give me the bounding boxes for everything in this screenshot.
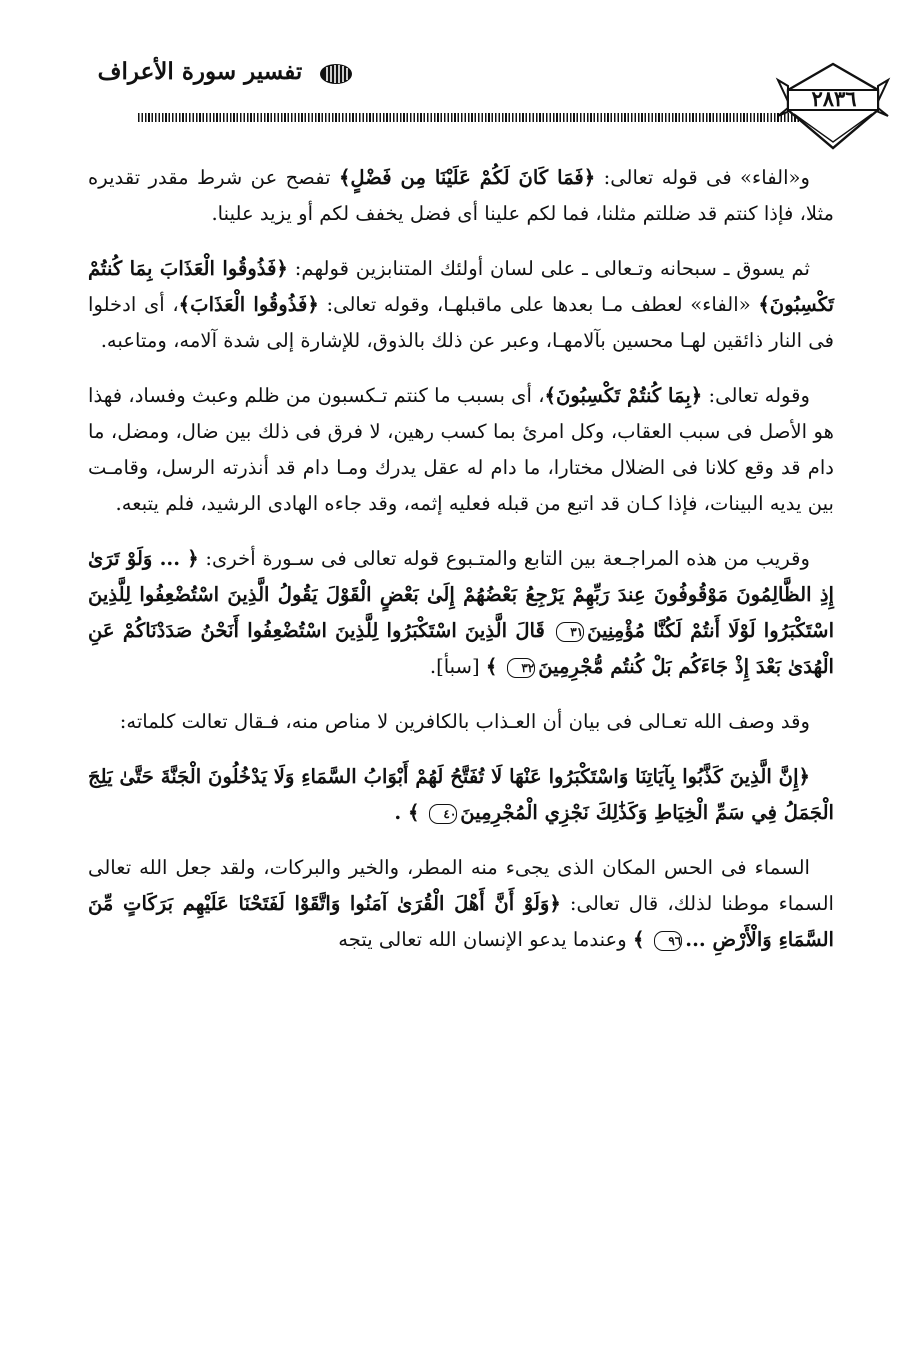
quran-quote: ﴿فَذُوقُوا الْعَذَابَ بِمَا كُنتُمْ تَكْسِبُونَ﴾ bbox=[88, 257, 834, 316]
quran-quote: ﴿فَمَا كَانَ لَكُمْ عَلَيْنَا مِن فَضْلٍ﴾ bbox=[338, 166, 596, 189]
main-text bbox=[88, 160, 834, 977]
quran-quote: ﴿فَذُوقُوا الْعَذَابَ﴾ bbox=[178, 293, 319, 316]
verse-number: ٩٦ bbox=[654, 931, 682, 951]
page-number: ٢٨٣٦ bbox=[811, 86, 857, 111]
page-header bbox=[0, 0, 924, 160]
ornament-icon bbox=[318, 62, 354, 86]
paragraph-1: و«الفاء» فى قوله تعالى: ﴿فَمَا كَانَ لَكُمْ عَلَيْنَا مِن فَضْلٍ﴾ تفصح عن شرط مقدر تقديره مثلا، فإذا كنتم قد ضللتم مثلنا، فما لكم علينا أى فضل يخفف لكم أو يزيد علينا. bbox=[88, 166, 834, 225]
paragraph-4: وقريب من هذه المراجـعة بين التابع والمتـبوع قوله تعالى فى سـورة أخرى: ﴿ ... وَلَوْ تَرَىٰ إِذِ الظَّالِمُونَ مَوْقُوفُونَ عِندَ رَبِّهِمْ يَرْجِعُ بَعْضُهُمْ إِلَىٰ بَعْضٍ الْقَوْلَ يَقُولُ الَّذِينَ اسْتُضْعِفُوا لِلَّذِينَ اسْتَكْبَرُوا لَوْلَا أَنتُمْ لَكُنَّا مُؤْمِنِينَ٣١ قَالَ الَّذِينَ اسْتَكْبَرُوا لِلَّذِينَ اسْتُضْعِفُوا أَنَحْنُ صَدَدْنَاكُمْ عَنِ الْهُدَىٰ بَعْدَ إِذْ جَاءَكُم بَلْ كُنتُم مُّجْرِمِينَ٣٢ ﴾ [سبأ]. bbox=[88, 547, 835, 678]
quran-quote: ﴿إِنَّ الَّذِينَ كَذَّبُوا بِآيَاتِنَا وَاسْتَكْبَرُوا عَنْهَا لَا تُفَتَّحُ لَهُمْ أَبْوَابُ السَّمَاءِ وَلَا يَدْخُلُونَ الْجَنَّةَ حَتَّىٰ يَلِجَ الْجَمَلُ فِي سَمِّ الْخِيَاطِ وَكَذَٰلِكَ نَجْزِي الْمُجْرِمِينَ bbox=[88, 765, 834, 824]
verse-number: ٤٠ bbox=[429, 804, 457, 824]
paragraph-3: وقوله تعالى: ﴿بِمَا كُنتُمْ تَكْسِبُونَ﴾، أى بسبب ما كنتم تـكسبون من ظلم وعبث وفساد، فهذا هو الأصل فى سبب العقاب، وكل امرئ بما كسب رهين، لا فرق فى ذلك بين ضال، ومضل، ما دام قد وقع كلانا فى الضلال مختارا، ما دام له عقل يدرك ومـا دام قد أنذرته الرسل، وقامـت بين يديه البينات، فإذا كـان قد اتبع من قبله فعليه إثمه، وقد جاءه الهادى الرشيد، فلم يتبعه. bbox=[88, 384, 834, 515]
running-title: تفسير سورة الأعراف bbox=[97, 58, 303, 85]
quran-quote: قَالَ الَّذِينَ اسْتَكْبَرُوا لِلَّذِينَ اسْتُضْعِفُوا أَنَحْنُ صَدَدْنَاكُمْ عَنِ الْهُدَىٰ بَعْدَ إِذْ جَاءَكُم بَلْ كُنتُم مُّجْرِمِينَ bbox=[88, 619, 834, 678]
paragraph-5: وقد وصف الله تعـالى فى بيان أن العـذاب بالكافرين لا مناص منه، فـقال تعالت كلماته: bbox=[119, 710, 810, 733]
paragraph-2: ثم يسوق ـ سبحانه وتـعالى ـ على لسان أولئك المتنابزين قولهم: ﴿فَذُوقُوا الْعَذَابَ بِمَا كُنتُمْ تَكْسِبُونَ﴾ «الفاء» لعطف مـا بعدها على ماقبلهـا، وقوله تعالى: ﴿فَذُوقُوا الْعَذَابَ﴾، أى ادخلوا فى النار ذائقين لهـا محسين بآلامهـا، وعبر عن ذلك بالذوق، للإشارة إلى شدة آلامه، ومتاعبه. bbox=[88, 257, 834, 352]
verse-number: ٣١ bbox=[556, 622, 584, 642]
header-rule bbox=[138, 113, 806, 122]
quran-quote: ﴿وَلَوْ أَنَّ أَهْلَ الْقُرَىٰ آمَنُوا وَاتَّقَوْا لَفَتَحْنَا عَلَيْهِم بَرَكَاتٍ مِّنَ السَّمَاءِ وَالْأَرْضِ ... bbox=[88, 892, 834, 951]
quran-verse-block: ﴿إِنَّ الَّذِينَ كَذَّبُوا بِآيَاتِنَا وَاسْتَكْبَرُوا عَنْهَا لَا تُفَتَّحُ لَهُمْ أَبْوَابُ السَّمَاءِ وَلَا يَدْخُلُونَ الْجَنَّةَ حَتَّىٰ يَلِجَ الْجَمَلُ فِي سَمِّ الْخِيَاطِ وَكَذَٰلِكَ نَجْزِي الْمُجْرِمِينَ٤٠ ﴾ . bbox=[88, 765, 834, 824]
quran-quote: ﴿ ... وَلَوْ تَرَىٰ إِذِ الظَّالِمُونَ مَوْقُوفُونَ عِندَ رَبِّهِمْ يَرْجِعُ بَعْضُهُمْ إِلَىٰ بَعْضٍ الْقَوْلَ يَقُولُ الَّذِينَ اسْتُضْعِفُوا لِلَّذِينَ اسْتَكْبَرُوا لَوْلَا أَنتُمْ لَكُنَّا مُؤْمِنِينَ bbox=[88, 547, 835, 642]
quran-quote: ﴿بِمَا كُنتُمْ تَكْسِبُونَ﴾ bbox=[544, 384, 703, 407]
verse-number: ٣٢ bbox=[507, 658, 535, 678]
paragraph-7: السماء فى الحس المكان الذى يجىء منه المطر، والخير والبركات، ولقد جعل الله تعالى السماء موطنا لذلك، قال تعالى: ﴿وَلَوْ أَنَّ أَهْلَ الْقُرَىٰ آمَنُوا وَاتَّقَوْا لَفَتَحْنَا عَلَيْهِم بَرَكَاتٍ مِّنَ السَّمَاءِ وَالْأَرْضِ ...٩٦ ﴾ وعندما يدعو الإنسان الله تعالى يتجه bbox=[88, 856, 834, 951]
